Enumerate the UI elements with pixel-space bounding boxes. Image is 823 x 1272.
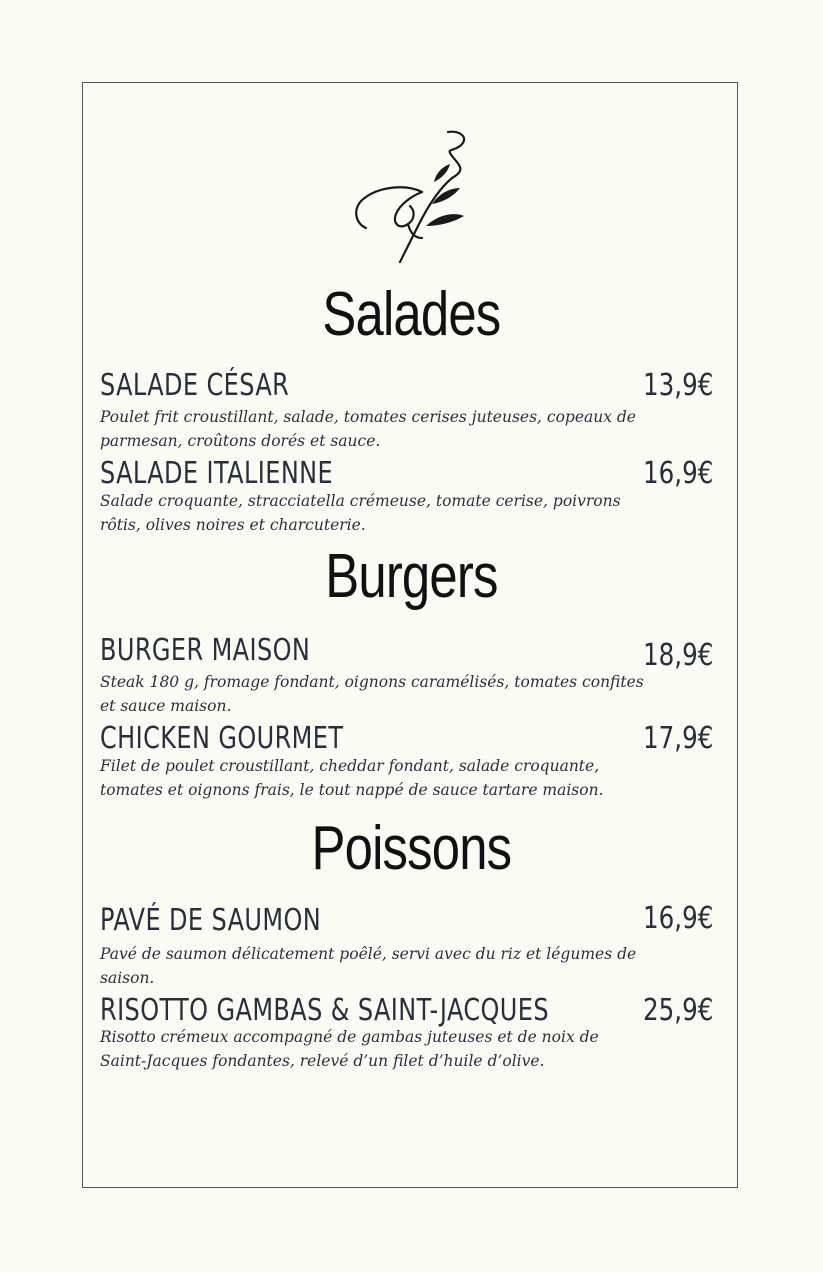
ornamental-flourish-icon xyxy=(348,126,476,266)
item-description: Risotto crémeux accompagné de gambas juteuses et de noix de Saint-Jacques fondantes, relevé d’un filet d’huile d’olive. xyxy=(100,1028,599,1070)
item-description: Steak 180 g, fromage fondant, oignons caramélisés, tomates confites et sauce maison. xyxy=(100,673,644,715)
section-title-burgers: Burgers xyxy=(325,542,498,611)
item-name: SALADE ITALIENNE xyxy=(100,456,334,491)
item-name: RISOTTO GAMBAS & SAINT-JACQUES xyxy=(100,993,549,1028)
section-title-poissons: Poissons xyxy=(311,814,512,883)
item-price: 16,9€ xyxy=(643,901,714,936)
item-description: Salade croquante, stracciatella crémeuse, tomate cerise, poivrons rôtis, olives noires et charcuterie. xyxy=(100,492,621,534)
item-name: PAVÉ DE SAUMON xyxy=(100,903,322,938)
item-name: BURGER MAISON xyxy=(100,633,311,668)
item-name: SALADE CÉSAR xyxy=(100,368,290,403)
item-price: 17,9€ xyxy=(643,721,714,756)
item-price: 16,9€ xyxy=(643,456,714,491)
item-price: 25,9€ xyxy=(643,993,714,1028)
item-price: 13,9€ xyxy=(643,368,714,403)
section-title-salades: Salades xyxy=(322,280,501,349)
item-description: Filet de poulet croustillant, cheddar fondant, salade croquante, tomates et oignons frais, le tout nappé de sauce tartare maison. xyxy=(100,757,604,799)
item-price: 18,9€ xyxy=(643,638,714,673)
item-description: Poulet frit croustillant, salade, tomates cerises juteuses, copeaux de parmesan, croûtons dorés et sauce. xyxy=(100,408,636,450)
item-name: CHICKEN GOURMET xyxy=(100,721,344,756)
item-description: Pavé de saumon délicatement poêlé, servi avec du riz et légumes de saison. xyxy=(100,945,637,987)
